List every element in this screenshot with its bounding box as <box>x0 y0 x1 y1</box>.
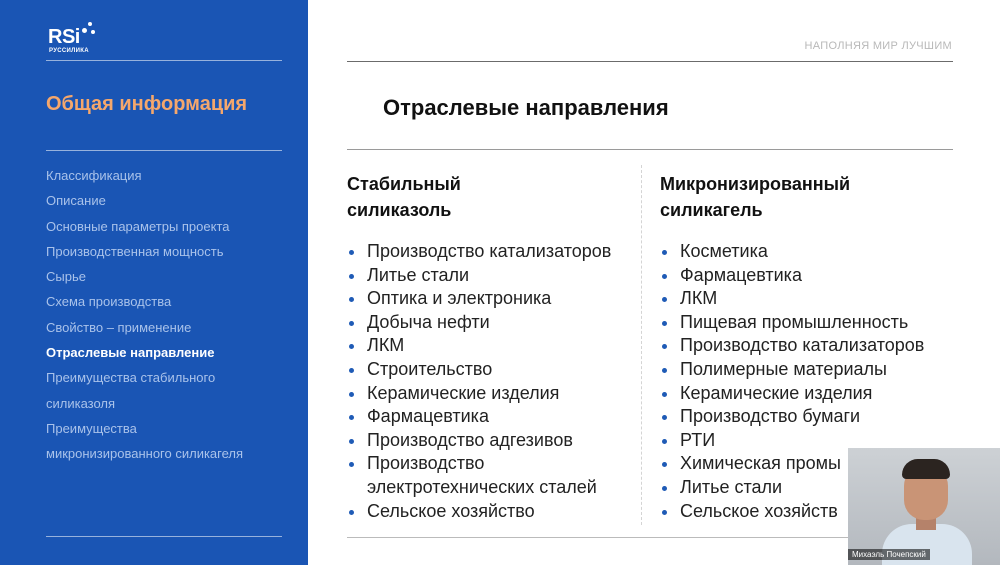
logo-dots-icon <box>76 22 98 38</box>
sidebar <box>0 0 308 565</box>
industry-label: Полимерные материалы <box>680 358 887 379</box>
industry-list-item <box>347 311 643 335</box>
participant-video[interactable] <box>848 448 1000 565</box>
column-heading-line: силиказоль <box>347 200 452 220</box>
industry-list-item <box>347 405 643 429</box>
industry-list-item <box>347 334 643 358</box>
industry-list <box>347 240 643 523</box>
logo-mark: RSi <box>48 26 80 48</box>
sidebar-nav-item[interactable]: Преимущества стабильного <box>46 370 216 386</box>
industry-list-item <box>347 287 643 311</box>
sidebar-nav-item[interactable]: Производственная мощность <box>46 243 224 259</box>
industry-list-item <box>347 358 643 382</box>
industry-list-item <box>347 500 643 524</box>
industry-list-item <box>347 240 643 264</box>
sidebar-nav-item[interactable]: Свойство – применение <box>46 319 192 335</box>
industry-label: Литье стали <box>367 264 470 285</box>
industry-list-item <box>660 311 960 335</box>
industry-label: Керамические изделия <box>367 382 560 403</box>
industry-label: Строительство <box>367 358 493 379</box>
sidebar-nav-item[interactable]: Отраслевые направление <box>46 345 215 361</box>
industry-list-item <box>660 264 960 288</box>
tagline: НАПОЛНЯЯ МИР ЛУЧШИМ <box>804 40 952 52</box>
industry-label: Фармацевтика <box>367 406 489 427</box>
industry-label: ЛКМ <box>367 335 405 356</box>
sidebar-nav-item[interactable]: микронизированного силикагеля <box>46 446 244 462</box>
industry-label: Производство <box>367 453 485 474</box>
title-divider <box>347 149 953 150</box>
participant-name: Михаэль Почепский <box>848 549 930 560</box>
industry-label: Керамические изделия <box>680 382 873 403</box>
sidebar-nav <box>46 163 296 467</box>
industry-label: Косметика <box>680 241 768 261</box>
industry-list-item <box>660 334 960 358</box>
sidebar-nav-item[interactable]: Схема производства <box>46 294 172 310</box>
sidebar-divider-top <box>46 60 282 61</box>
sidebar-nav-item[interactable]: Классификация <box>46 168 142 183</box>
industry-list-item <box>660 240 960 264</box>
header-divider <box>347 61 953 62</box>
column-heading-line: силикагель <box>660 200 763 220</box>
sidebar-nav-item[interactable]: Сырье <box>46 269 86 285</box>
sidebar-divider-title <box>46 150 282 151</box>
industry-label: Химическая промы <box>680 453 841 474</box>
industry-list-item <box>347 264 643 288</box>
industry-label: электротехнических сталей <box>367 476 597 497</box>
industry-label: Производство катализаторов <box>680 335 925 356</box>
industry-list-item <box>660 358 960 382</box>
industry-list-item <box>660 382 960 406</box>
industry-list-item <box>660 287 960 311</box>
industry-label: Производство катализаторов <box>367 241 612 261</box>
sidebar-nav-item[interactable]: Описание <box>46 193 106 209</box>
industry-list-item <box>347 382 643 406</box>
industry-list-item <box>347 429 643 453</box>
industry-label: РТИ <box>680 429 716 450</box>
sidebar-title: Общая информация <box>46 93 248 115</box>
industry-label: Производство бумаги <box>680 406 861 427</box>
industry-label: Пищевая промышленность <box>680 311 909 332</box>
industry-label: Сельское хозяйств <box>680 500 838 521</box>
column-heading <box>347 171 643 223</box>
sidebar-nav-item[interactable]: Основные параметры проекта <box>46 218 230 234</box>
industry-label: Добыча нефти <box>367 311 490 332</box>
page-title: Отраслевые направления <box>383 95 669 120</box>
column-heading-line: Микронизированный <box>660 174 851 194</box>
video-person-hair <box>902 459 950 479</box>
stable-silicasol-column <box>347 171 643 523</box>
industry-label: Сельское хозяйство <box>367 500 535 521</box>
industry-label: Производство адгезивов <box>367 429 573 450</box>
industry-label: Литье стали <box>680 476 783 497</box>
industry-label: Фармацевтика <box>680 264 802 285</box>
column-heading-line: Стабильный <box>347 174 461 194</box>
sidebar-divider-bottom <box>46 536 282 537</box>
company-logo[interactable] <box>48 12 108 52</box>
industry-label: Оптика и электроника <box>367 288 552 309</box>
logo-subtitle: РУССИЛИКА <box>49 48 89 54</box>
sidebar-nav-item[interactable]: силиказоля <box>46 395 116 411</box>
industry-label: ЛКМ <box>680 288 718 309</box>
sidebar-nav-item[interactable]: Преимущества <box>46 420 137 436</box>
industry-list-item <box>347 452 643 499</box>
column-heading <box>660 171 960 223</box>
industry-list-item <box>660 405 960 429</box>
